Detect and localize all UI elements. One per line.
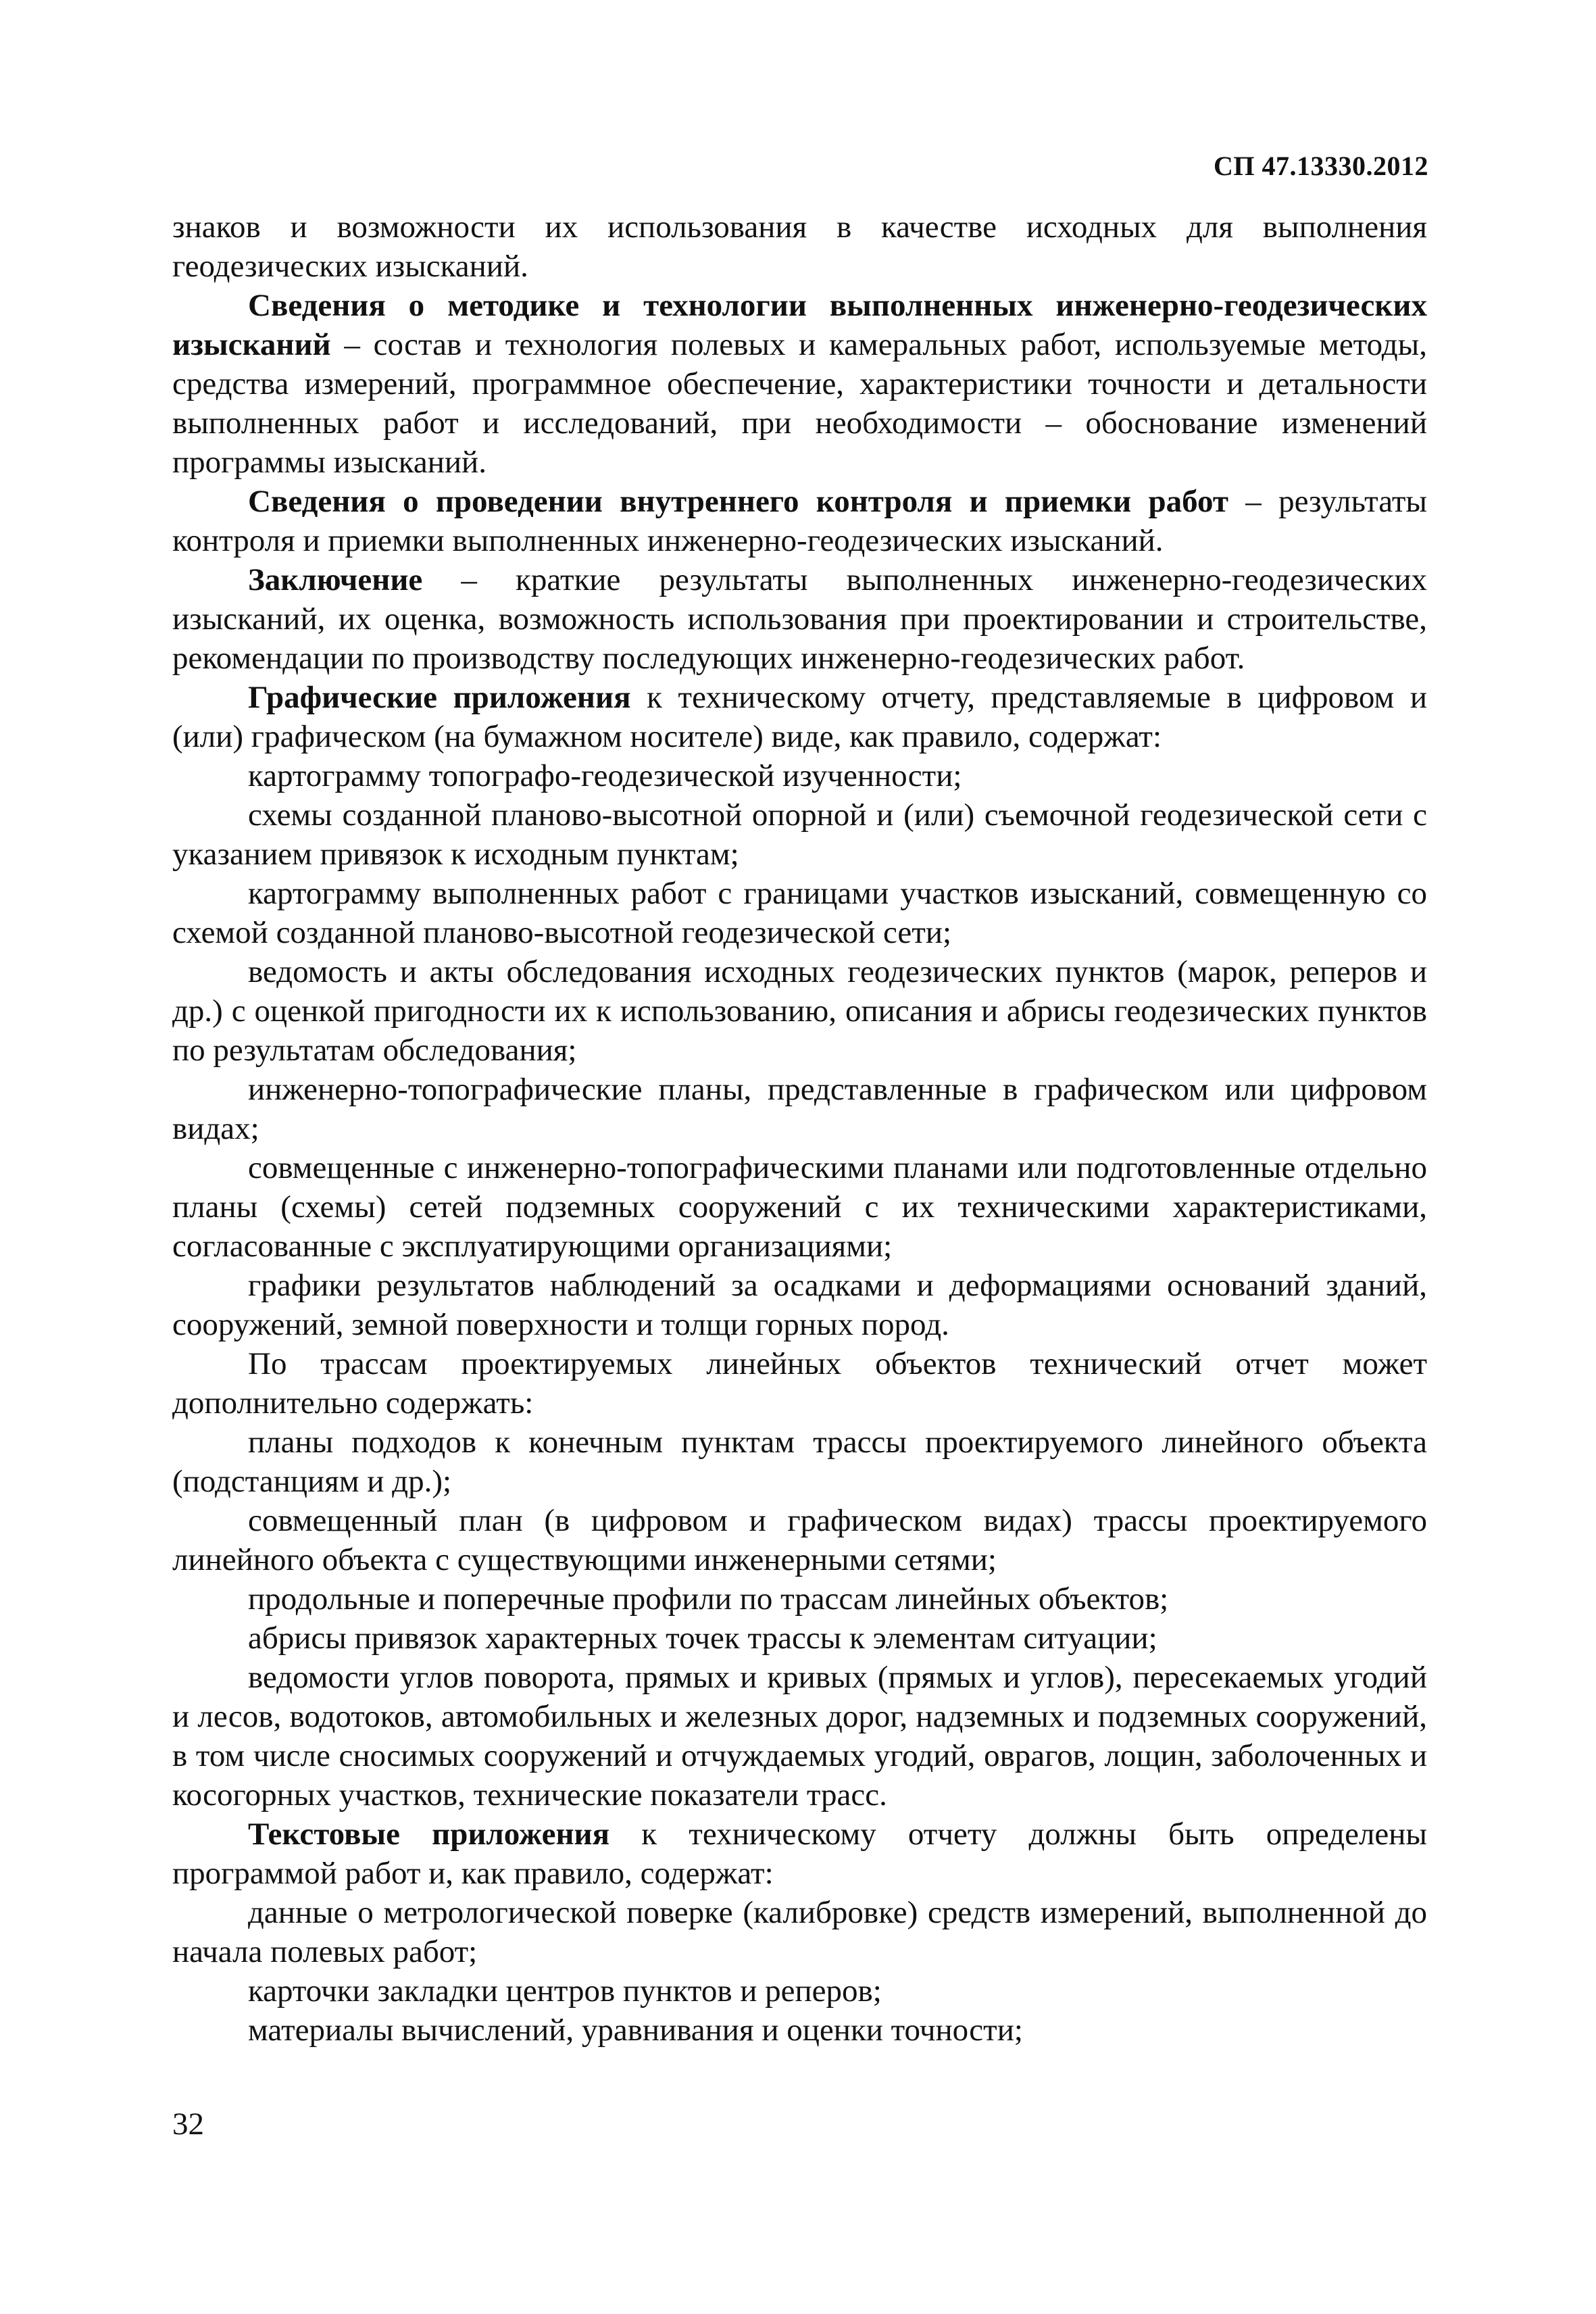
list-item — [172, 756, 1427, 795]
paragraph-text: – результаты контроля и приемки выполненных инженерно-геодезических изысканий. — [172, 484, 1427, 558]
paragraph-text: картограмму топографо-геодезической изученности; — [248, 758, 962, 793]
paragraph-text: ведомости углов поворота, прямых и кривых (прямых и углов), пересекаемых угодий и лесов, водотоков, автомобильных и железных дорог, надземных и подземных сооружений, в том числе сносимых сооружений и отчуждаемых угодий, оврагов, лощин, заболоченных и косогорных участков, технические показатели трасс. — [172, 1660, 1427, 1813]
paragraph-text: продольные и поперечные профили по трассам линейных объектов; — [248, 1581, 1169, 1617]
list-item — [172, 1501, 1427, 1579]
paragraph-text: к техническому отчету должны быть определены программой работ и, как правило, содержат: — [172, 1817, 1427, 1891]
paragraph-conclusion — [172, 560, 1427, 678]
list-item — [172, 1893, 1427, 1971]
paragraph-linear-objects — [172, 1344, 1427, 1423]
list-item — [172, 2011, 1427, 2050]
paragraph-text: абрисы привязок характерных точек трассы к элементам ситуации; — [248, 1621, 1157, 1656]
paragraph-text: карточки закладки центров пунктов и реперов; — [248, 1973, 882, 2009]
page-number: 32 — [172, 2107, 204, 2142]
paragraph-text: инженерно-топографические планы, представленные в графическом или цифровом видах; — [172, 1072, 1427, 1146]
list-item — [172, 795, 1427, 874]
list-item — [172, 1070, 1427, 1148]
paragraph-text: – состав и технология полевых и камеральных работ, используемые методы, средства измерений, программное обеспечение, характеристики точности и детальности выполненных работ и исследований, при необходимости – обоснование изменений программы изысканий. — [172, 327, 1427, 480]
paragraph-internal-control — [172, 482, 1427, 560]
paragraph-term: Текстовые приложения — [248, 1817, 610, 1852]
paragraph-text: графики результатов наблюдений за осадками и деформациями оснований зданий, сооружений, земной поверхности и толщи горных пород. — [172, 1268, 1427, 1342]
paragraph-term: Заключение — [248, 562, 423, 597]
paragraph-text-appendices — [172, 1815, 1427, 1893]
paragraph-text: к техническому отчету, представляемые в цифровом и (или) графическом (на бумажном носителе) виде, как правило, содержат: — [172, 680, 1427, 754]
paragraph-text: картограмму выполненных работ с границами участков изысканий, совмещенную со схемой созданной планово-высотной геодезической сети; — [172, 876, 1427, 950]
list-item — [172, 1971, 1427, 2011]
paragraph-methodology — [172, 286, 1427, 482]
paragraph-term: Графические приложения — [248, 680, 631, 715]
list-item — [172, 1266, 1427, 1344]
paragraph-text: схемы созданной планово-высотной опорной и (или) съемочной геодезической сети с указанием привязок к исходным пунктам; — [172, 797, 1427, 872]
list-item — [172, 952, 1427, 1070]
paragraph-text: совмещенный план (в цифровом и графическом видах) трассы проектируемого линейного объекта с существующими инженерными сетями; — [172, 1503, 1427, 1577]
paragraph-term: Сведения о методике и технологии выполненных инженерно-геодезических изысканий — [172, 288, 1427, 362]
list-item — [172, 1619, 1427, 1658]
document-body — [172, 207, 1427, 2050]
paragraph-text: планы подходов к конечным пунктам трассы проектируемого линейного объекта (подстанциям и др.); — [172, 1425, 1427, 1499]
paragraph-text: совмещенные с инженерно-топографическими планами или подготовленные отдельно планы (схемы) сетей подземных сооружений с их техническими характеристиками, согласованные с эксплуатирующими организациями; — [172, 1150, 1427, 1264]
paragraph-text: – краткие результаты выполненных инженерно-геодезических изысканий, их оценка, возможность использования при проектировании и строительстве, рекомендации по производству последующих инженерно-геодезических работ. — [172, 562, 1427, 676]
list-item — [172, 1148, 1427, 1266]
paragraph-graphic-appendices — [172, 678, 1427, 756]
paragraph-text: По трассам проектируемых линейных объектов технический отчет может дополнительно содержать: — [172, 1346, 1427, 1421]
paragraph-text: знаков и возможности их использования в качестве исходных для выполнения геодезических изысканий. — [172, 210, 1427, 284]
list-item — [172, 1423, 1427, 1501]
list-item — [172, 1658, 1427, 1815]
document-code: СП 47.13330.2012 — [1214, 151, 1428, 181]
paragraph-text: материалы вычислений, уравнивания и оценки точности; — [248, 2013, 1023, 2048]
paragraph-term: Сведения о проведении внутреннего контроля и приемки работ — [248, 484, 1229, 519]
paragraph-text: ведомость и акты обследования исходных геодезических пунктов (марок, реперов и др.) с оценкой пригодности их к использованию, описания и абрисы геодезических пунктов по результатам обследования; — [172, 954, 1427, 1068]
paragraph-continuation — [172, 207, 1427, 286]
paragraph-text: данные о метрологической поверке (калибровке) средств измерений, выполненной до начала полевых работ; — [172, 1895, 1427, 1969]
list-item — [172, 874, 1427, 952]
list-item — [172, 1579, 1427, 1619]
